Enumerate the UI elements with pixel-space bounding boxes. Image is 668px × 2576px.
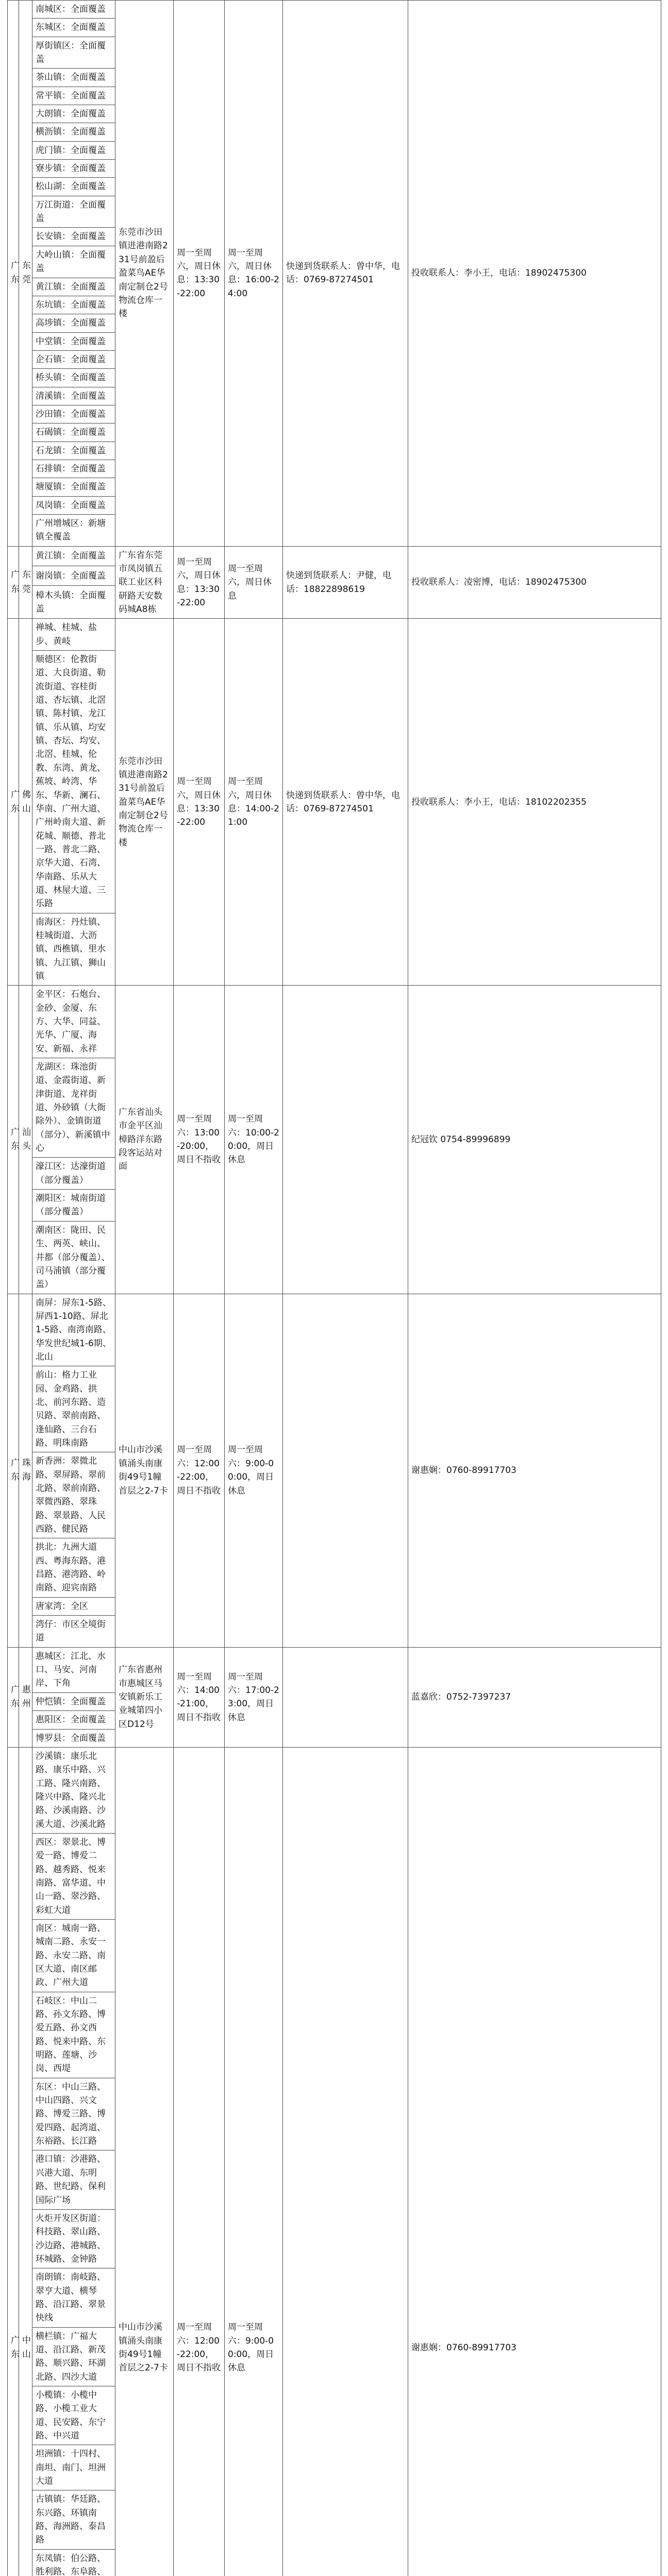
coverage-area-cell: 仲恺镇：全面覆盖 — [32, 1692, 115, 1710]
contact-cell: 谢惠娴：0760-89917703 — [408, 1747, 661, 2576]
pickup-time-cell: 周一至周六：9:00-00:00，周日休息 — [225, 1747, 283, 2576]
coverage-area-cell: 金平区：石炮台、金砂、金厦、东方、大华、同益、光华、广厦、海安、新福、永祥 — [32, 986, 115, 1058]
coverage-area-cell: 凤岗镇：全面覆盖 — [32, 496, 115, 514]
dispatcher-cell: 快递到货联系人：曾中华，电话：0769-87274501 — [283, 619, 408, 986]
city-cell-text: 中山 — [22, 2335, 31, 2360]
city-cell — [19, 1, 32, 547]
delivery-time-cell: 周一至周六，周日休息：13:30-22:00 — [174, 546, 225, 619]
dispatch-address-cell: 中山市沙溪镇涌头南康街49号1幢首层之2-7卡 — [115, 1294, 174, 1647]
coverage-area-cell: 塘厦镇：全面覆盖 — [32, 478, 115, 496]
city-cell — [19, 986, 32, 1294]
coverage-area-cell: 湾仔：市区全境街道 — [32, 1616, 115, 1648]
city-cell-text: 惠州 — [22, 1685, 31, 1709]
coverage-area-cell: 大朗镇：全面覆盖 — [32, 105, 115, 123]
delivery-time-cell: 周一至周六，周日休息：13:30-22:00 — [174, 619, 225, 986]
dispatcher-cell — [283, 1294, 408, 1647]
province-cell — [8, 1647, 19, 1747]
coverage-area-cell: 虎门镇：全面覆盖 — [32, 141, 115, 159]
city-cell-text: 汕头 — [22, 1127, 31, 1151]
coverage-area-cell: 顺德区：伦教街道、大良街道、勒流街道、容桂街道、杏坛镇、北滘镇、陈村镇、龙江镇、乐从镇、均安镇、杏坛、均安、北滘、桂城、伦教、东湾、黄龙、蕉坡、岭湾、华东、华新、澜石、华南、广州大道、广州岭南大道、新花城、顺德、普北一路、普北二路、京华大道、石湾、华南路、乐从大道、林屋大道、三乐路 — [32, 651, 115, 913]
coverage-area-cell: 禅城、桂城、盐步、黄岐 — [32, 619, 115, 651]
province-cell-text: 广东 — [11, 1685, 20, 1709]
table-row — [8, 619, 661, 651]
coverage-area-cell: 厚街镇区：全面覆盖 — [32, 37, 115, 69]
province-cell-text: 广东 — [11, 570, 20, 595]
pickup-time-cell: 周一至周六，周日休息 — [225, 546, 283, 619]
city-cell-text: 佛山 — [22, 789, 31, 814]
table-row — [8, 1294, 661, 1366]
delivery-time-cell: 周一至周六：13:00-20:00，周日不指收 — [174, 986, 225, 1294]
coverage-area-cell: 谢岗镇：全面覆盖 — [32, 566, 115, 586]
coverage-area-cell: 黄江镇：全面覆盖 — [32, 546, 115, 566]
contact-cell: 纪冠钦 0754-89996899 — [408, 986, 661, 1294]
coverage-area-cell: 横沥镇：全面覆盖 — [32, 123, 115, 141]
coverage-area-cell: 惠阳区：全面覆盖 — [32, 1711, 115, 1729]
province-cell — [8, 546, 19, 619]
coverage-area-cell: 东城区：全面覆盖 — [32, 19, 115, 37]
coverage-area-cell: 南区：城南一路、城南二路、永安一路、永安二路、南区大道、南区邮政、广州大道 — [32, 1919, 115, 1992]
contact-cell: 投收联系人：李小王，电话：18902475300 — [408, 1, 661, 547]
coverage-table-body — [8, 1, 661, 2576]
city-cell — [19, 619, 32, 986]
coverage-area-cell: 高埗镇：全面覆盖 — [32, 314, 115, 332]
coverage-area-cell: 东区：中山三路、中山四路、兴文路、博爱三路、博爱四路、起湾道、东裕路、长江路 — [32, 2078, 115, 2150]
table-row — [8, 546, 661, 566]
coverage-area-cell: 企石镇：全面覆盖 — [32, 350, 115, 368]
coverage-area-cell: 清溪镇：全面覆盖 — [32, 387, 115, 405]
coverage-area-cell: 西区：翠景北、博爱一路、博爱二路、越秀路、悦来南路、富华道、中山一路、翠沙路、彩虹大道 — [32, 1833, 115, 1919]
dispatcher-cell — [283, 986, 408, 1294]
pickup-time-cell: 周一至周六：10:00-20:00，周日休息 — [225, 986, 283, 1294]
coverage-area-cell: 沙田镇：全面覆盖 — [32, 405, 115, 423]
coverage-area-cell: 东凤镇：伯公路、胜利路、东阜路、 — [32, 2549, 115, 2576]
coverage-area-cell: 唐家湾：全区 — [32, 1597, 115, 1615]
coverage-area-cell: 南屏：屏东1-5路、屏西1-10路、屏北1-5路、南湾南路、华发世纪城1-6期、北山 — [32, 1294, 115, 1366]
city-cell — [19, 1647, 32, 1747]
province-cell — [8, 1, 19, 547]
table-row — [8, 986, 661, 1058]
pickup-time-cell: 周一至周六：17:00-23:00，周日休息 — [225, 1647, 283, 1747]
coverage-area-cell: 火炬开发区街道：科技路、翠山路、沙边路、港城路、环城路、金钟路 — [32, 2209, 115, 2268]
coverage-area-cell: 松山湖：全面覆盖 — [32, 178, 115, 196]
contact-cell: 蓝嘉欣：0752-7397237 — [408, 1647, 661, 1747]
coverage-area-cell: 大岭山镇：全面覆盖 — [32, 246, 115, 278]
province-cell — [8, 986, 19, 1294]
city-cell-text: 东莞 — [22, 570, 31, 595]
dispatcher-cell: 快递到货联系人：曾中华，电话：0769-87274501 — [283, 1, 408, 547]
coverage-area-cell: 常平镇：全面覆盖 — [32, 87, 115, 105]
coverage-area-cell: 寮步镇：全面覆盖 — [32, 160, 115, 178]
dispatcher-cell: 快递到货联系人：尹健，电话：18822898619 — [283, 546, 408, 619]
coverage-area-cell: 广州增城区：新塘镇全覆盖 — [32, 514, 115, 546]
dispatcher-cell — [283, 1747, 408, 2576]
province-cell-text: 广东 — [11, 261, 20, 285]
pickup-time-cell: 周一至周六，周日休息：14:00-21:00 — [225, 619, 283, 986]
city-cell — [19, 1747, 32, 2576]
coverage-area-cell: 石龙镇：全面覆盖 — [32, 442, 115, 460]
contact-cell: 投收联系人：李小王，电话：18102202355 — [408, 619, 661, 986]
dispatch-address-cell: 广东省惠州市惠城区马安镇新乐工业城第四小区D12号 — [115, 1647, 174, 1747]
province-cell — [8, 1294, 19, 1647]
coverage-area-cell: 石岐区：中山二路、孙文东路、博爱五路、孙文西路、悦来中路、东明路、莲塘、沙岗、西堤 — [32, 1992, 115, 2078]
province-cell-text: 广东 — [11, 789, 20, 814]
coverage-area-cell: 惠城区：江北、水口、马安、河南岸、下角 — [32, 1647, 115, 1692]
city-cell — [19, 546, 32, 619]
coverage-area-cell: 潮阳区：城南街道（部分覆盖） — [32, 1190, 115, 1222]
province-cell-text: 广东 — [11, 2335, 20, 2360]
dispatch-address-cell: 广东省东莞市凤岗镇五联工业区科研路天安数码城A8栋 — [115, 546, 174, 619]
city-cell — [19, 1294, 32, 1647]
province-cell — [8, 619, 19, 986]
coverage-area-cell: 长安镇：全面覆盖 — [32, 228, 115, 246]
coverage-area-cell: 樟木头镇：全面覆盖 — [32, 586, 115, 619]
coverage-area-cell: 濠江区：达濠街道（部分覆盖） — [32, 1158, 115, 1190]
coverage-area-cell: 南朗镇：南岐路、翠亨大道、横琴路、沿江路、翠景快线 — [32, 2268, 115, 2327]
dispatch-address-cell: 东莞市沙田镇进港南路231号前盈后盈菜鸟AE华南定制仓2号物流仓库一楼 — [115, 619, 174, 986]
city-cell-text: 珠海 — [22, 1458, 31, 1483]
contact-cell: 谢惠娴：0760-89917703 — [408, 1294, 661, 1647]
coverage-area-cell: 坦洲镇：十四村、南坦、南门、坦洲大道 — [32, 2445, 115, 2490]
table-row — [8, 1747, 661, 1833]
delivery-time-cell: 周一至周六：12:00-22:00，周日不指收 — [174, 1747, 225, 2576]
coverage-area-cell: 南海区：丹灶镇、桂城街道、大沥镇、西樵镇、里水镇、九江镇、狮山镇 — [32, 913, 115, 986]
dispatch-address-cell: 东莞市沙田镇进港南路231号前盈后盈菜鸟AE华南定制仓2号物流仓库一楼 — [115, 1, 174, 547]
coverage-area-cell: 石排镇：全面覆盖 — [32, 460, 115, 478]
pickup-time-cell: 周一至周六，周日休息：16:00-24:00 — [225, 1, 283, 547]
coverage-area-cell: 茶山镇：全面覆盖 — [32, 69, 115, 87]
delivery-time-cell: 周一至周六，周日休息：13:30-22:00 — [174, 1, 225, 547]
coverage-area-cell: 拱北：九洲大道西、粤海东路、港昌路、港湾路、岭南路、迎宾南路 — [32, 1538, 115, 1597]
contact-cell: 投收联系人：凌密博，电话：18902475300 — [408, 546, 661, 619]
dispatcher-cell — [283, 1647, 408, 1747]
coverage-area-cell: 黄江镇：全面覆盖 — [32, 278, 115, 296]
coverage-area-cell: 港口镇：沙港路、兴港大道、东明路、世纪路、保利国际广场 — [32, 2150, 115, 2209]
delivery-time-cell: 周一至周六：14:00-21:00，周日不指收 — [174, 1647, 225, 1747]
coverage-area-cell: 小榄镇：小榄中路、小榄工业大道、民安路、东宁路、中兴道 — [32, 2386, 115, 2445]
coverage-area-cell: 石碣镇：全面覆盖 — [32, 423, 115, 442]
coverage-area-cell: 潮南区：陇田、民生、两英、峡山、井都（部分覆盖）、司马浦镇（部分覆盖） — [32, 1221, 115, 1294]
coverage-area-cell: 南城区：全面覆盖 — [32, 1, 115, 19]
province-cell — [8, 1747, 19, 2576]
coverage-table — [7, 0, 661, 2576]
dispatch-address-cell: 广东省汕头市金平区汕樟路洋东路段客运站对面 — [115, 986, 174, 1294]
table-row — [8, 1647, 661, 1692]
dispatch-address-cell: 中山市沙溪镇涌头南康街49号1幢首层之2-7卡 — [115, 1747, 174, 2576]
coverage-area-cell: 沙溪镇：康乐北路、康乐中路、兴工路、隆兴南路、隆兴中路、隆兴北路、沙溪南路、沙溪大道、沙溪北路 — [32, 1747, 115, 1833]
coverage-area-cell: 博罗县：全面覆盖 — [32, 1729, 115, 1747]
coverage-area-cell: 桥头镇：全面覆盖 — [32, 369, 115, 387]
coverage-sheet — [7, 0, 661, 2576]
coverage-area-cell: 前山：格力工业园、金鸡路、拱北、前河东路、造贝路、翠前南路、逢仙路、三台石路、明珠南路 — [32, 1366, 115, 1452]
province-cell-text: 广东 — [11, 1458, 20, 1483]
coverage-area-cell: 古镇镇：华廷路、东兴路、环镇南路、海洲路、泰昌路 — [32, 2490, 115, 2549]
pickup-time-cell: 周一至周六：9:00-00:00，周日休息 — [225, 1294, 283, 1647]
coverage-area-cell: 万江街道：全面覆盖 — [32, 196, 115, 228]
coverage-area-cell: 横栏镇：广福大道、沿江路、新茂路、顺兴路、环湖北路、四沙大道 — [32, 2327, 115, 2386]
coverage-area-cell: 龙湖区：珠池街道、金霞街道、新津街道、龙祥街道、外砂镇（大衙除外）、金镇街道（部分）、新溪镇中心 — [32, 1058, 115, 1158]
city-cell-text: 东莞 — [22, 261, 31, 285]
coverage-area-cell: 中堂镇：全面覆盖 — [32, 332, 115, 350]
delivery-time-cell: 周一至周六：12:00-22:00，周日不指收 — [174, 1294, 225, 1647]
province-cell-text: 广东 — [11, 1127, 20, 1151]
coverage-area-cell: 新香洲：翠微北路、翠屏路、翠前北路、翠前南路、翠微西路、翠珠路、翠景路、人民西路、健民路 — [32, 1452, 115, 1538]
table-row — [8, 1, 661, 19]
coverage-area-cell: 东坑镇：全面覆盖 — [32, 296, 115, 314]
